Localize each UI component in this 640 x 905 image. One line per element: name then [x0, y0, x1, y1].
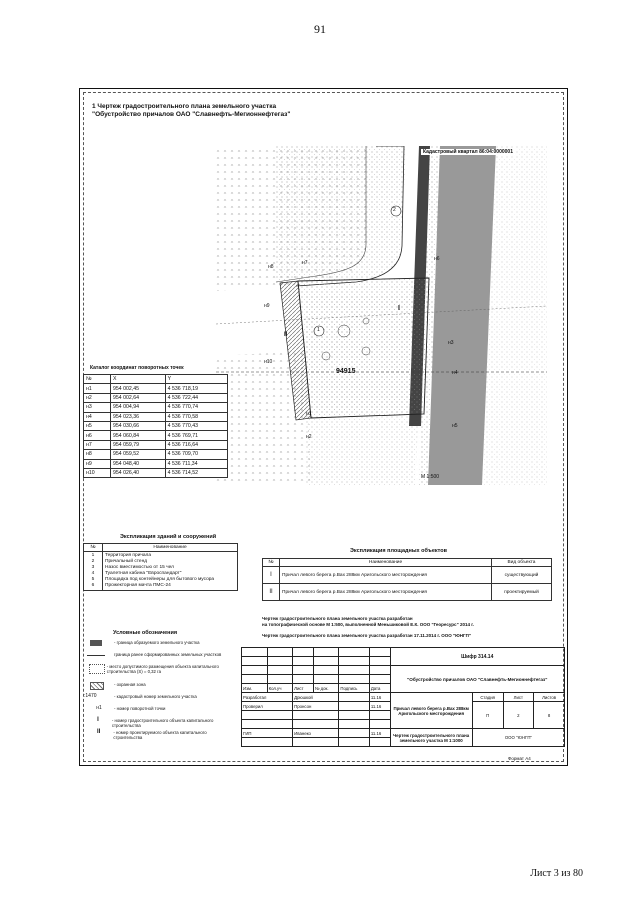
cell: 4	[91, 571, 95, 576]
cell: н6	[84, 431, 111, 440]
col-header-number: №	[84, 375, 111, 384]
drawing-title	[92, 103, 291, 119]
protection-zone-symbol-icon	[90, 682, 104, 690]
legend-text: - место допустимого размещения объекта капитального строительства (S) = 0,32 га	[106, 664, 219, 674]
cell: н7	[84, 440, 111, 449]
legend	[84, 640, 234, 742]
cell: 4 536 722,44	[165, 393, 227, 402]
point-label-n3: н3	[448, 340, 454, 346]
legend-item	[84, 652, 234, 664]
cell: проектируемый	[492, 584, 552, 601]
cell: Причал левого берега р.Вах 288км Аригольского месторождения	[280, 584, 492, 601]
sites-table	[262, 558, 552, 601]
cell: н4	[84, 412, 111, 421]
hdr-cell: Изм.	[242, 684, 268, 693]
cadastral-quarter-label: Кадастровый квартал 86:04:0000001	[423, 149, 513, 155]
note-line: на топографической основе М 1:500, выполненной Меньшиковой Е.К. ООО "Георесурс" 2014 г.	[262, 622, 474, 627]
hdr-cell: Лист	[293, 684, 314, 693]
table-row	[84, 431, 228, 440]
cell: н10	[84, 468, 111, 477]
name-cell: Дрюшкой	[293, 693, 339, 702]
paper-format: Формат А4	[508, 756, 531, 761]
cell: 954 059,52	[111, 450, 166, 459]
cell: 6	[91, 583, 95, 588]
page-number: 91	[314, 22, 326, 36]
cell: Причальный стенд	[105, 559, 148, 564]
point-label-n5: н5	[452, 423, 458, 429]
title-block	[241, 647, 565, 755]
date-cell: 11.16	[369, 729, 390, 738]
map-scale: М 1:500	[421, 474, 440, 480]
cell: 4 536 709,70	[165, 450, 227, 459]
sheets-header: Листов	[534, 693, 565, 702]
cell: 954 030,66	[111, 421, 166, 430]
object-name: Причал левого берега р.Вах 288км Аригольского месторождения	[390, 693, 472, 729]
cell: 4 536 770,43	[165, 421, 227, 430]
name-cell: Пронсон	[293, 702, 339, 711]
legend-item	[84, 682, 234, 694]
cell: 954 026,40	[111, 468, 166, 477]
hdr-cell: Кол.уч	[267, 684, 293, 693]
buildings-caption: Экспликация зданий и сооружений	[120, 534, 217, 540]
legend-item	[84, 730, 234, 742]
cell: 4 536 711,34	[165, 459, 227, 468]
table-row	[263, 567, 552, 584]
table-header-row	[263, 559, 552, 567]
col-header-kind: Вид объекта	[492, 559, 552, 567]
note-line: Чертеж градостроительного плана земельного участка разработан	[262, 616, 413, 621]
title-line-2: "Обустройство причалов ОАО "Славнефть-Мегионнефтегаз"	[92, 111, 291, 118]
hdr-cell: Подпись	[339, 684, 369, 693]
table-row	[84, 552, 238, 591]
cell: 954 004,94	[111, 403, 166, 412]
project-name: "Обустройство причалов ОАО "Славнефть-Мегионнефтегаз"	[390, 666, 565, 693]
object-marker-1: 1	[317, 327, 320, 333]
legend-symbol: н1	[96, 705, 102, 711]
point-label-n8: н8	[268, 264, 274, 270]
cell: существующий	[492, 567, 552, 584]
table-row	[84, 393, 228, 402]
role-cell: Проверил	[242, 702, 293, 711]
legend-item	[84, 706, 234, 718]
cell: 954 002,45	[111, 384, 166, 393]
hdr-cell: Дата	[369, 684, 390, 693]
legend-item	[84, 718, 234, 730]
table-row	[84, 468, 228, 477]
cell: 954 048,40	[111, 459, 166, 468]
role-cell: Разработал	[242, 693, 293, 702]
site-map-drawing	[216, 146, 547, 485]
cell: н2	[84, 393, 111, 402]
catalog-caption: Каталог координат поворотных точек	[90, 365, 184, 371]
cell: Прожекторная мачта ПМС-24	[105, 583, 171, 588]
cell: Площадка под контейнеры для бытового мусора	[105, 577, 215, 582]
table-row	[84, 440, 228, 449]
cell: н5	[84, 421, 111, 430]
cell: 5	[91, 577, 95, 582]
table-row	[84, 421, 228, 430]
cell: н9	[84, 459, 111, 468]
point-label-n6: н6	[434, 256, 440, 262]
sheet-counter: Лист 3 из 80	[530, 868, 583, 879]
building-area-symbol-icon	[89, 664, 105, 674]
parcel-number: 94915	[336, 368, 356, 375]
point-label-n9: н9	[264, 303, 270, 309]
cell: 4 536 718,19	[165, 384, 227, 393]
col-header-x: X	[111, 375, 166, 384]
legend-symbol: :1470	[84, 693, 97, 699]
table-row	[84, 450, 228, 459]
name-cell: Иванеко	[293, 729, 339, 738]
point-label-n10: н10	[264, 359, 273, 365]
point-label-n2: н2	[306, 434, 312, 440]
table-row	[84, 403, 228, 412]
hdr-cell: № док.	[313, 684, 339, 693]
stage-header: Стадия	[472, 693, 503, 702]
cell: 4 536 770,74	[165, 403, 227, 412]
cell: I	[263, 567, 280, 584]
zone-I-label: I	[398, 305, 400, 312]
zone-II-label: II	[284, 332, 288, 338]
role-cell: ГИП	[242, 729, 293, 738]
cell: II	[263, 584, 280, 601]
stage-value: П	[472, 702, 503, 729]
legend-symbol: I	[97, 717, 99, 723]
table-row	[84, 384, 228, 393]
legend-text: - кадастровый номер земельного участка	[114, 694, 197, 699]
legend-text: - номер градостроительного объекта капитального строительства	[111, 718, 214, 728]
cell: Территория причала	[105, 553, 152, 558]
cell: 4 536 769,71	[165, 431, 227, 440]
table-row	[263, 584, 552, 601]
title-line-1: 1 Чертеж градостроительного плана земельного участка	[92, 103, 277, 110]
cell: 954 002,64	[111, 393, 166, 402]
col-header-number: №	[263, 559, 280, 567]
sheet-value: 2	[503, 702, 534, 729]
cell: Причал левого берега р.Вах 288км Аригольского месторождения	[280, 567, 492, 584]
cell: 4 536 770,58	[165, 412, 227, 421]
cell: 954 023,36	[111, 412, 166, 421]
sheet-header: Лист	[503, 693, 534, 702]
existing-border-symbol-icon	[87, 655, 105, 656]
date-cell: 11.16	[369, 693, 390, 702]
legend-text: - охранная зона	[114, 682, 146, 687]
cell: 4 536 716,64	[165, 440, 227, 449]
point-label-n4: н4	[452, 370, 458, 376]
legend-symbol: II	[96, 729, 101, 735]
col-header-number: №	[84, 544, 103, 552]
sites-caption: Экспликация площадных объектов	[350, 548, 447, 554]
point-label-n1: н1	[306, 411, 312, 417]
parcel-border-symbol-icon	[90, 640, 102, 646]
table-header-row	[84, 544, 238, 552]
organization: ООО "ЮНГП"	[472, 729, 564, 747]
cell: 1	[91, 553, 95, 558]
cell: 4 536 714,52	[165, 468, 227, 477]
cell: 3	[91, 565, 95, 570]
site-map	[216, 146, 547, 485]
coordinates-table	[83, 374, 228, 478]
legend-item	[84, 664, 234, 682]
table-row	[84, 459, 228, 468]
legend-item	[84, 694, 234, 706]
col-header-name: Наименование	[280, 559, 492, 567]
cell: 954 059,79	[111, 440, 166, 449]
object-marker-2: 2	[393, 207, 396, 213]
cipher: Шифр 314.14	[390, 648, 565, 666]
col-header-name: Наименование	[103, 544, 238, 552]
legend-text: - номер поворотной точки	[114, 706, 166, 711]
col-header-y: Y	[165, 375, 227, 384]
title-block-table	[241, 647, 565, 747]
notes	[262, 616, 474, 639]
buildings-table	[83, 543, 238, 591]
legend-item	[84, 640, 234, 652]
legend-text: граница ранее сформированных земельных участков	[114, 652, 222, 657]
cell: 954 060,84	[111, 431, 166, 440]
sheets-value: 8	[534, 702, 565, 729]
drawing-name: Чертеж градостроительного плана земельного участка М 1:1000	[390, 729, 472, 747]
date-cell: 11.16	[369, 702, 390, 711]
point-label-n7: н7	[302, 260, 308, 266]
legend-caption: Условные обозначения	[113, 630, 178, 636]
cell: Назос вместимостью от 15 чел	[105, 565, 174, 570]
cell: н8	[84, 450, 111, 459]
legend-text: - номер проектируемого объекта капитального строительства	[113, 730, 207, 740]
table-row	[84, 412, 228, 421]
legend-text: - граница образуемого земельного участка	[114, 640, 200, 645]
cell: н3	[84, 403, 111, 412]
cell: Туалетная кабина "Евроспандарт"	[105, 571, 182, 576]
cell: 2	[91, 559, 95, 564]
table-header-row	[84, 375, 228, 384]
cell: н1	[84, 384, 111, 393]
note-line: Чертеж градостроительного плана земельного участка разработан 17.11.2014 г. ООО "ЮНГП"	[262, 633, 471, 638]
